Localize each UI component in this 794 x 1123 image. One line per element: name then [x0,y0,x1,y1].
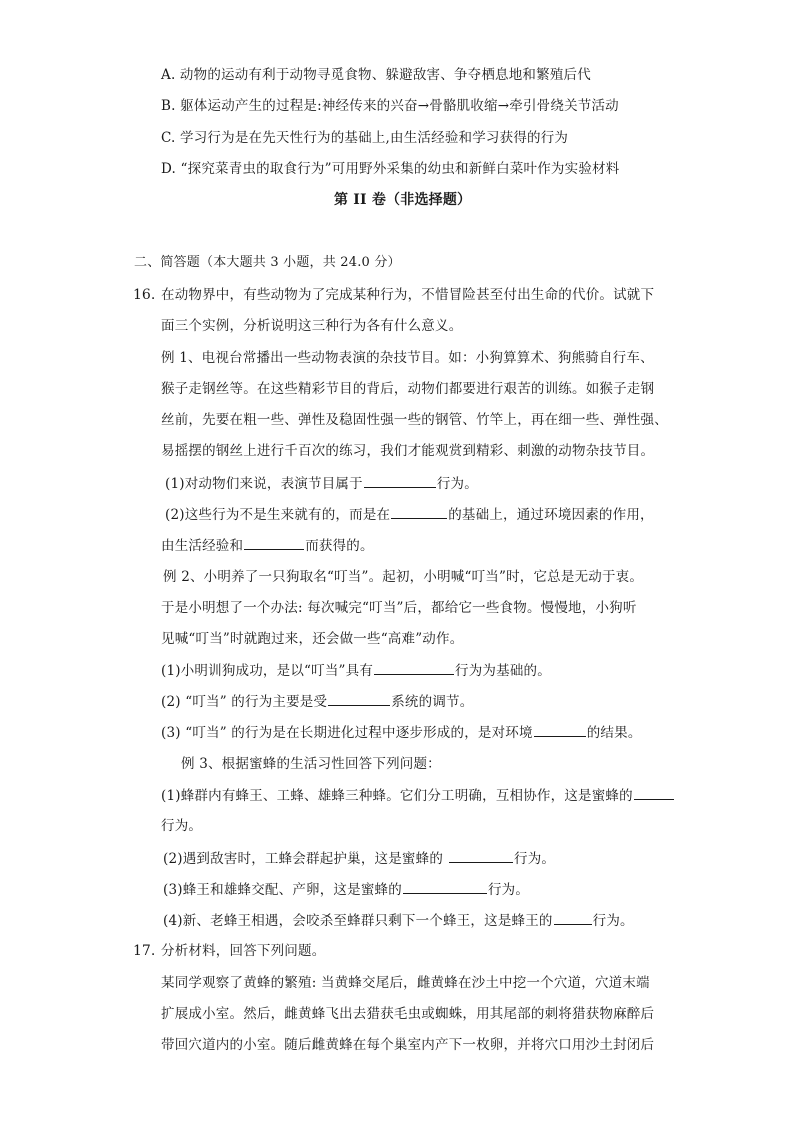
answer-blank[interactable] [328,691,390,706]
section-header: 二、简答题（本大题共 3 小题，共 24.0 分） [134,255,401,270]
q16-example1-line-4: 易摇摆的钢丝上进行千百次的练习，我们才能观赏到精彩、刺激的动物杂技节目。 [161,443,655,459]
answer-blank[interactable] [403,879,487,894]
q16-stem-line-2: 面三个实例，分析说明这三种行为各有什么意义。 [161,318,463,334]
q16-example1-line-2: 猴子走钢丝等。在这些精彩节目的背后，动物们都要进行艰苦的训练。如猴子走钢 [161,381,655,397]
q17-material-line-2: 扩展成小室。然后，雌黄蜂飞出去猎获毛虫或蜘蛛，用其尾部的刺将猎获物麻醉后 [161,1006,655,1022]
option-c: C. 学习行为是在先天性行为的基础上,由生活经验和学习获得的行为 [161,130,569,146]
q16-example2-line-2: 于是小明想了一个办法: 每次喊完“叮当”后，都给它一些食物。慢慢地，小狗听 [161,600,637,616]
answer-blank[interactable] [244,535,304,550]
q16-example1-line-1: 例 1、电视台常播出一些动物表演的杂技节目。如：小狗算算术、狗熊骑自行车、 [161,350,654,366]
q16-stem-line-1: 在动物界中，有些动物为了完成某种行为，不惜冒险甚至付出生命的代价。试就下 [161,287,655,303]
q17-material-line-1: 某同学观察了黄蜂的繁殖: 当黄蜂交尾后，雌黄蜂在沙土中挖一个穴道，穴道末端 [161,975,650,991]
q16-ex3-question-2: (2)遇到敌害时，工蜂会群起护巢，这是蜜蜂的 行为。 [163,848,555,869]
question-number-17: 17. [133,943,156,959]
q16-ex3-question-4: (4)新、老蜂王相遇，会咬杀至蜂群只剩下一个蜂王，这是蜂王的 行为。 [163,910,634,931]
answer-blank[interactable] [391,504,447,519]
q16-ex3-question-1: (1)蜂群内有蜂王、工蜂、雄蜂三种蜂。它们分工明确，互相协作，这是蜜蜂的 [161,785,675,806]
option-b: B. 躯体运动产生的过程是:神经传来的兴奋→骨骼肌收缩→牵引骨绕关节活动 [161,98,619,114]
q16-example1-line-3: 丝前，先要在粗一些、弹性及稳固性强一些的钢管、竹竿上，再在细一些、弹性强、 [161,412,668,428]
q16-ex2-question-2: (2) “叮当” 的行为主要是受 系统的调节。 [161,691,473,712]
q16-ex1-question-1: (1)对动物们来说，表演节目属于 行为。 [165,473,478,494]
q16-ex1-question-2-cont: 由生活经验和 而获得的。 [161,535,374,556]
answer-blank[interactable] [449,848,513,863]
q16-example3-line-1: 例 3、根据蜜蜂的生活习性回答下列问题： [181,756,441,772]
q17-material-line-3: 带回穴道内的小室。随后雌黄蜂在每个巢室内产下一枚卵，并将穴口用沙土封闭后 [161,1037,655,1053]
option-d: D. “探究菜青虫的取食行为”可用野外采集的幼虫和新鲜白菜叶作为实验材料 [161,161,620,177]
q16-ex2-question-1: (1)小明训狗成功，是以“叮当”具有 行为为基础的。 [161,660,551,681]
q16-example2-line-1: 例 2、小明养了一只狗取名“叮当”。起初，小明喊“叮当”时，它总是无动于衷。 [163,569,644,585]
answer-blank[interactable] [554,910,592,925]
answer-blank[interactable] [634,785,674,800]
q16-ex1-question-2: (2)这些行为不是生来就有的，而是在 的基础上，通过环境因素的作用， [165,504,654,525]
q16-ex3-question-1-cont: 行为。 [161,818,203,834]
part-title: 第 II 卷（非选择题） [334,192,472,208]
q16-ex2-question-3: (3) “叮当” 的行为是在长期进化过程中逐步形成的，是对环境 的结果。 [161,722,642,743]
q16-ex3-question-3: (3)蜂王和雄蜂交配、产卵，这是蜜蜂的 行为。 [163,879,529,900]
answer-blank[interactable] [534,722,586,737]
answer-blank[interactable] [364,473,436,488]
question-number-16: 16. [133,287,156,303]
q16-example2-line-3: 见喊“叮当”时就跑过来，还会做一些“高难”动作。 [161,631,464,647]
option-a: A. 动物的运动有利于动物寻觅食物、躲避敌害、争夺栖息地和繁殖后代 [161,67,591,83]
answer-blank[interactable] [374,660,454,675]
q17-stem: 分析材料，回答下列问题。 [161,943,326,959]
